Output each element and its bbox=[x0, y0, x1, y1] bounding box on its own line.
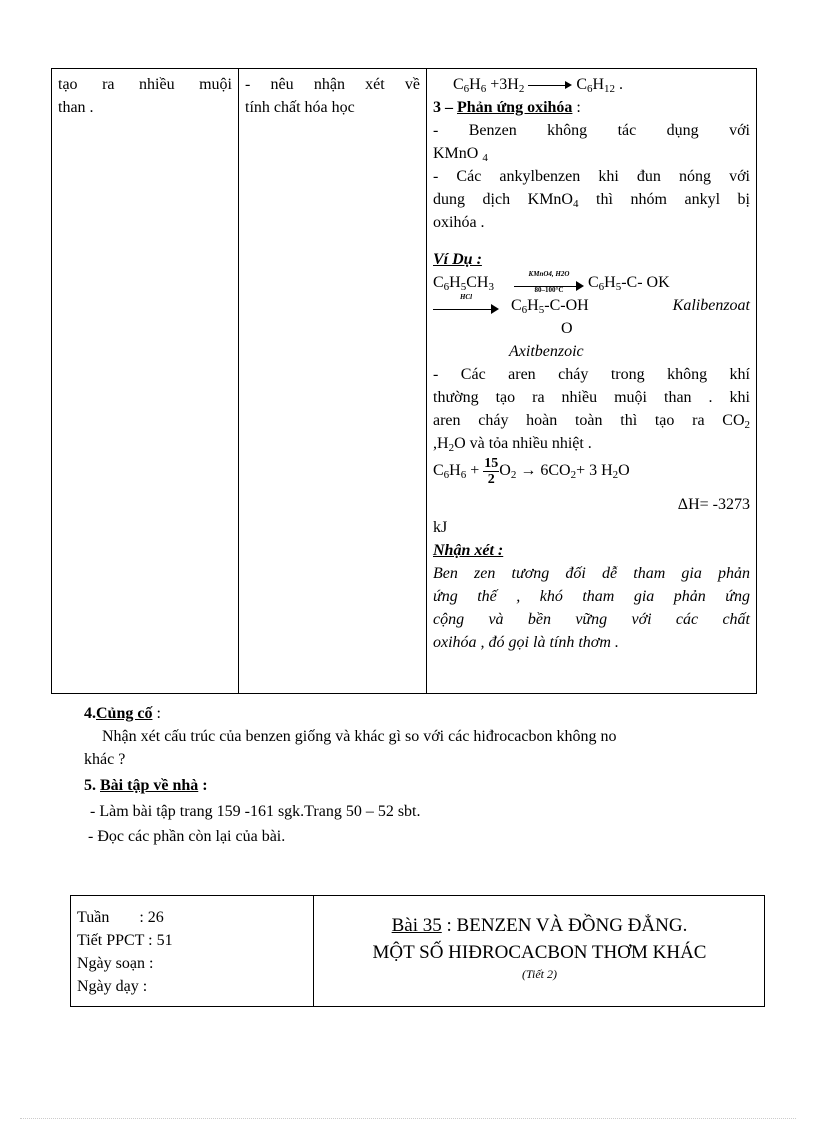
student-activity-column bbox=[239, 69, 427, 694]
carbonyl-oxygen: O bbox=[561, 320, 573, 337]
col2-line: - nêu nhận xét về bbox=[245, 76, 420, 93]
paragraph-line: - Các ankylbenzen khi đun nóng với bbox=[433, 168, 750, 185]
fraction: $\frac{15}{2}$ bbox=[484, 455, 499, 487]
section-5-heading: 5. Bài tập về nhà : bbox=[84, 777, 208, 794]
section-4-text: Nhận xét cấu trúc của benzen giống và khác gì so với các hiđrocacbon không no bbox=[102, 728, 617, 745]
section-heading: 3 – Phản ứng oxihóa : bbox=[433, 99, 581, 116]
paragraph-line: aren cháy hoàn toàn thì tạo ra $CO_2$ bbox=[433, 412, 750, 431]
paragraph-line: - Các aren cháy trong không khí bbox=[433, 366, 750, 383]
remark-label: Nhận xét : bbox=[433, 542, 504, 559]
lesson-title-block bbox=[315, 896, 764, 1006]
section-4-heading: 4.Củng cố : bbox=[84, 705, 161, 722]
col1-line: tạo ra nhiều muội bbox=[58, 76, 232, 93]
lesson-period: (Tiết 2) bbox=[522, 967, 557, 981]
remark-line: Ben zen tương đối dễ tham gia phản bbox=[433, 565, 750, 582]
lesson-table bbox=[51, 68, 757, 694]
product-name: Kalibenzoat bbox=[672, 297, 750, 314]
activity-column bbox=[52, 69, 239, 694]
lesson-title: Bài 35 : BENZEN VÀ ĐỒNG ĐẲNG. bbox=[391, 915, 688, 936]
equation-hydrogenation: $C_6H_6 +3H_2$ $C_6H_{12}$ . bbox=[453, 76, 624, 95]
reaction-arrow-icon bbox=[528, 80, 572, 90]
lesson-meta bbox=[71, 896, 314, 1006]
enthalpy-unit: kJ bbox=[433, 519, 448, 536]
table-row bbox=[52, 69, 757, 694]
col2-line: tính chất hóa học bbox=[245, 99, 355, 116]
teach-date-row: Ngày dạy : bbox=[77, 978, 148, 995]
reaction-arrow-icon: HCl bbox=[433, 301, 499, 311]
paragraph-line: dung dịch KMnO$_4$ thì nhóm ankyl bị bbox=[433, 191, 750, 210]
prep-date-row: Ngày soạn : bbox=[77, 955, 154, 972]
homework-item: - Làm bài tập trang 159 -161 sgk.Trang 50 – 52 sbt. bbox=[90, 803, 421, 820]
remark-line: ứng thế , khó tham gia phản ứng bbox=[433, 588, 750, 605]
remark-line: oxihóa , đó gọi là tính thơm . bbox=[433, 634, 619, 651]
example-label: Ví Dụ : bbox=[433, 251, 482, 268]
example-reaction-line: $C_6H_5CH_3$ KMnO4, H2O 80–100°C $C_6H_5-C-$ OK bbox=[433, 270, 670, 295]
homework-item: - Đọc các phần còn lại của bài. bbox=[88, 828, 286, 845]
lesson-subtitle: MỘT SỐ HIĐROCACBON THƠM KHÁC bbox=[372, 942, 707, 963]
paragraph-line: thường tạo ra nhiều muội than . khi bbox=[433, 389, 750, 406]
paragraph-line: $,H_2O$ và tỏa nhiều nhiệt . bbox=[433, 435, 592, 454]
product-name: Axitbenzoic bbox=[509, 343, 584, 360]
content-column bbox=[427, 69, 757, 694]
page-divider bbox=[20, 1118, 796, 1119]
period-row: Tiết PPCT : 51 bbox=[77, 932, 173, 949]
col1-line: than . bbox=[58, 99, 94, 116]
example-reaction-line: HCl $C_6H_5-C-OH$ Kalibenzoat bbox=[433, 294, 750, 317]
spacer bbox=[433, 234, 750, 248]
section-4-text: khác ? bbox=[84, 751, 126, 768]
reaction-arrow-icon: KMnO4, H2O 80–100°C bbox=[514, 278, 584, 288]
paragraph-line: - Benzen không tác dụng với bbox=[433, 122, 750, 139]
paragraph-line: KMnO $_4$ bbox=[433, 145, 488, 164]
paragraph-line: oxihóa . bbox=[433, 214, 485, 231]
remark-line: cộng và bền vững với các chất bbox=[433, 611, 750, 628]
lesson-header-box bbox=[70, 895, 765, 1007]
equation-combustion: $C_6H_6$ + $\frac{15}{2}$ $O_2 \to 6CO_2+ 3$ $H_2O$ bbox=[433, 455, 630, 487]
week-row: Tuần : 26 bbox=[77, 909, 164, 926]
enthalpy-value: ΔH= -3273 bbox=[677, 496, 750, 513]
